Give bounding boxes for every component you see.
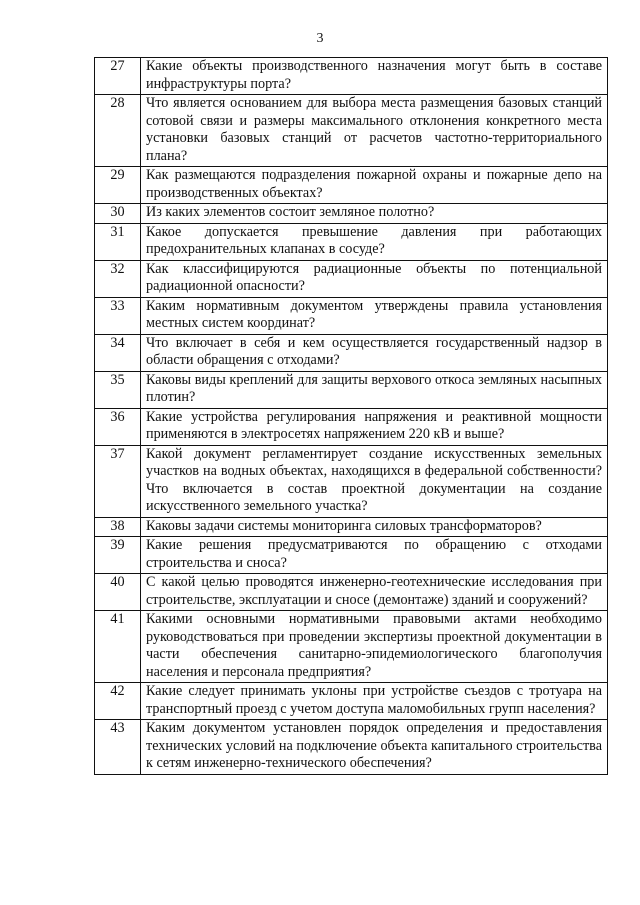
table-row bbox=[95, 574, 608, 611]
question-text: Что включает в себя и кем осуществляется государственный надзор в области обращения с отходами? bbox=[141, 334, 608, 371]
table-row bbox=[95, 611, 608, 683]
table-row bbox=[95, 223, 608, 260]
question-text: Каким документом установлен порядок определения и предоставления технических условий на подключение объекта капитального строительства к сетям инженерно-технического обеспечения? bbox=[141, 720, 608, 775]
question-number: 29 bbox=[95, 167, 141, 204]
table-row bbox=[95, 297, 608, 334]
question-number: 38 bbox=[95, 517, 141, 537]
question-text: Какой документ регламентирует создание искусственных земельных участков на водных объектах, находящихся в федеральной собственности? Что включается в состав проектной документации на создание искусственного земельного участка? bbox=[141, 445, 608, 517]
question-text: Какие объекты производственного назначения могут быть в составе инфраструктуры порта? bbox=[141, 58, 608, 95]
question-number: 35 bbox=[95, 371, 141, 408]
question-text: Какими основными нормативными правовыми актами необходимо руководствоваться при проведении экспертизы проектной документации в части обеспечения санитарно-эпидемиологического благополучия населения и персонала предприятия? bbox=[141, 611, 608, 683]
question-text: Какие решения предусматриваются по обращению с отходами строительства и сноса? bbox=[141, 537, 608, 574]
table-row bbox=[95, 95, 608, 167]
question-number: 41 bbox=[95, 611, 141, 683]
question-number: 42 bbox=[95, 683, 141, 720]
question-text: Каковы виды креплений для защиты верхового откоса земляных насыпных плотин? bbox=[141, 371, 608, 408]
table-row bbox=[95, 445, 608, 517]
question-number: 27 bbox=[95, 58, 141, 95]
question-number: 36 bbox=[95, 408, 141, 445]
table-row bbox=[95, 167, 608, 204]
question-text: Какие устройства регулирования напряжения и реактивной мощности применяются в электросетях напряжением 220 кВ и выше? bbox=[141, 408, 608, 445]
question-text: Как классифицируются радиационные объекты по потенциальной радиационной опасности? bbox=[141, 260, 608, 297]
question-text: Какие следует принимать уклоны при устройстве съездов с тротуара на транспортный проезд с учетом доступа маломобильных групп населения? bbox=[141, 683, 608, 720]
question-number: 34 bbox=[95, 334, 141, 371]
question-text: Что является основанием для выбора места размещения базовых станций сотовой связи и размеры максимального отклонения конкретного места установки базовых станций от расчетов частотно-территориального плана? bbox=[141, 95, 608, 167]
table-row bbox=[95, 58, 608, 95]
table-row bbox=[95, 371, 608, 408]
question-number: 28 bbox=[95, 95, 141, 167]
question-number: 39 bbox=[95, 537, 141, 574]
table-row bbox=[95, 204, 608, 224]
question-number: 31 bbox=[95, 223, 141, 260]
table-row bbox=[95, 517, 608, 537]
question-text: С какой целью проводятся инженерно-геотехнические исследования при строительстве, эксплуатации и сносе (демонтаже) зданий и сооружений? bbox=[141, 574, 608, 611]
question-number: 37 bbox=[95, 445, 141, 517]
question-number: 43 bbox=[95, 720, 141, 775]
question-text: Из каких элементов состоит земляное полотно? bbox=[141, 204, 608, 224]
table-row bbox=[95, 334, 608, 371]
question-text: Как размещаются подразделения пожарной охраны и пожарные депо на производственных объектах? bbox=[141, 167, 608, 204]
question-text: Каким нормативным документом утверждены правила установления местных систем координат? bbox=[141, 297, 608, 334]
table-row bbox=[95, 683, 608, 720]
questions-table bbox=[94, 57, 608, 775]
question-text: Каковы задачи системы мониторинга силовых трансформаторов? bbox=[141, 517, 608, 537]
table-row bbox=[95, 260, 608, 297]
page-number: 3 bbox=[316, 31, 324, 46]
question-number: 33 bbox=[95, 297, 141, 334]
table-row bbox=[95, 720, 608, 775]
table-row bbox=[95, 537, 608, 574]
question-number: 32 bbox=[95, 260, 141, 297]
table-row bbox=[95, 408, 608, 445]
question-text: Какое допускается превышение давления при работающих предохранительных клапанах в сосуде? bbox=[141, 223, 608, 260]
question-number: 40 bbox=[95, 574, 141, 611]
question-number: 30 bbox=[95, 204, 141, 224]
